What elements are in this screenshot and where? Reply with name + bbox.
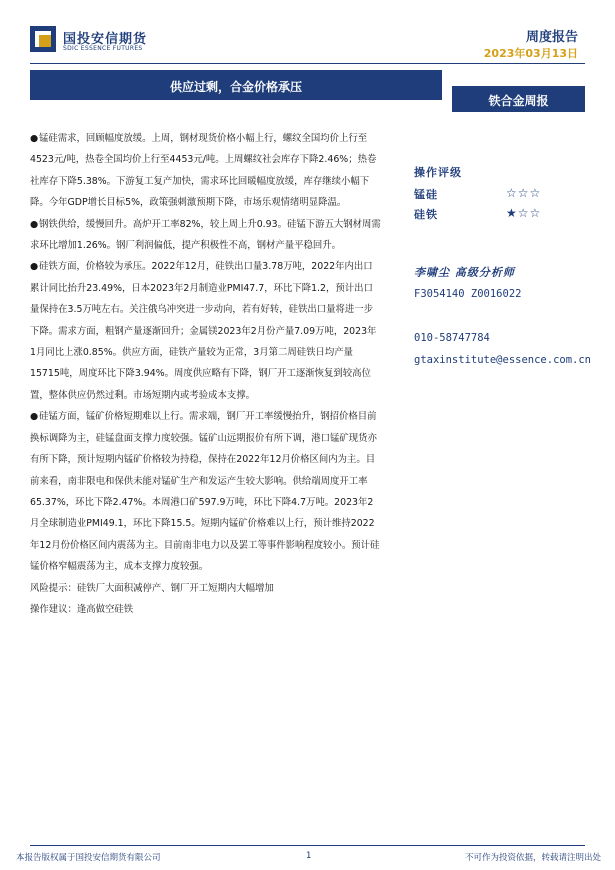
bullet-icon: ●	[30, 133, 39, 144]
section-label: 铁合金周报	[488, 94, 549, 108]
rating-stars-icon: ★☆☆	[506, 206, 542, 220]
footer-divider	[30, 845, 585, 846]
paragraph-ferrosilicon	[30, 256, 382, 406]
rating-row-mnsi	[414, 186, 594, 204]
footer-copyright: 本报告版权属于国投安信期货有限公司	[16, 853, 161, 863]
section-label-bar	[452, 86, 585, 112]
analyst-name: 李啸尘 高级分析师	[414, 266, 515, 279]
paragraph-supply	[30, 214, 382, 257]
paragraph-text: 硅铁方面，价格较为承压。2022年12月，硅铁出口量3.78万吨，2022年内出口累计同比抬升23.49%，日本2023年2月制造业PMI47.7，环比下降1.2，预计出口量保持在3.5万吨左右。关注俄乌冲突进一步动向，若有好转，硅铁出口量将进一步下降。需求方面，粗钢产量逐渐回升；金属镁2023年2月份产量7.09万吨，2023年1月同比上涨0.85%。供应方面，硅铁产量较为正常，3月第二周硅铁日均产量15715吨，周度环比下降3.94%。周度供应略有下降，钢厂开工逐渐恢复到较高位置，整体供应仍然过剩。市场短期内或考验成本支撑。	[30, 261, 377, 401]
report-title-bar	[30, 70, 442, 100]
paragraph-demand	[30, 128, 382, 214]
bullet-icon: ●	[30, 218, 39, 230]
rating-stars-icon: ☆☆☆	[506, 186, 542, 200]
sidebar	[414, 164, 594, 366]
page-number: 1	[306, 851, 312, 861]
analyst-phone: 010-58747784	[414, 332, 490, 344]
report-body	[30, 128, 382, 620]
analyst-email[interactable]: gtaxinstitute@essence.com.cn	[414, 354, 592, 366]
rating-row-fesi	[414, 206, 594, 224]
company-logo	[30, 26, 190, 56]
logo-name-cn: 国投安信期货	[63, 32, 148, 47]
report-title: 供应过剩，合金价格承压	[169, 80, 302, 94]
paragraph-silicomanganese	[30, 406, 382, 577]
footer-disclaimer: 不可作为投资依据，转载请注明出处	[464, 853, 601, 863]
sdic-logo-icon	[30, 26, 56, 52]
report-date: 2023年03月13日	[483, 47, 578, 60]
paragraph-text: 钢铁供给，缓慢回升。高炉开工率82%，较上周上升0.93。硅锰下游五大钢材周需求环比增加1.26%。钢厂利润偏低，提产积极性不高，钢材产量平稳回升。	[30, 218, 381, 252]
trading-advice: 操作建议：逢高做空硅铁	[30, 603, 134, 615]
bullet-icon: ●	[30, 261, 39, 273]
header-divider	[30, 63, 585, 64]
logo-name-en: SDIC ESSENCE FUTURES	[63, 45, 143, 52]
rating-title: 操作评级	[414, 166, 462, 179]
bullet-icon: ●	[30, 411, 39, 423]
rating-name: 硅铁	[414, 208, 438, 221]
report-type: 周度报告	[525, 30, 578, 45]
risk-warning: 风险提示：硅铁厂大面积减停产、钢厂开工短期内大幅增加	[30, 582, 274, 594]
paragraph-text: 锰硅需求，回顾幅度放缓。上周，钢材现货价格小幅上行，螺纹全国均价上行至4523元/吨，热卷全国均价上行至4453元/吨。上周螺纹社会库存下降2.46%；热卷社库存下降5.38%。下游复工复产加快，需求环比回暖幅度放缓，库存继续小幅下降。今年GDP增长目标5%，政策强刺激预期下降，市场乐观情绪明显降温。	[30, 133, 377, 209]
analyst-certificate: F3054140 Z0016022	[414, 288, 522, 300]
rating-name: 锰硅	[414, 188, 438, 201]
paragraph-text: 硅锰方面，锰矿价格短期难以上行。需求端，钢厂开工率缓慢抬升，钢招价格目前换标调降为主，硅锰盘面支撑力度较强。锰矿山远期报价有所下调，港口锰矿现货亦有所下降，预计短期内锰矿价格较为持稳，保持在2022年12月价格区间内为主。目前来看，南非限电和保供未能对锰矿生产和发运产生较大影响。供给端周度开工率65.37%，环比下降2.47%。本周港口矿597.9万吨，环比下降4.7万吨。2023年2月全球制造业PMI49.1，环比下降15.5。短期内锰矿价格难以上行，预计维持2022年12月份价格区间内震荡为主。目前南非电力以及罢工等事件影响程度较小。预计硅锰价格窄幅震荡为主，成本支撑力度较强。	[30, 411, 380, 573]
